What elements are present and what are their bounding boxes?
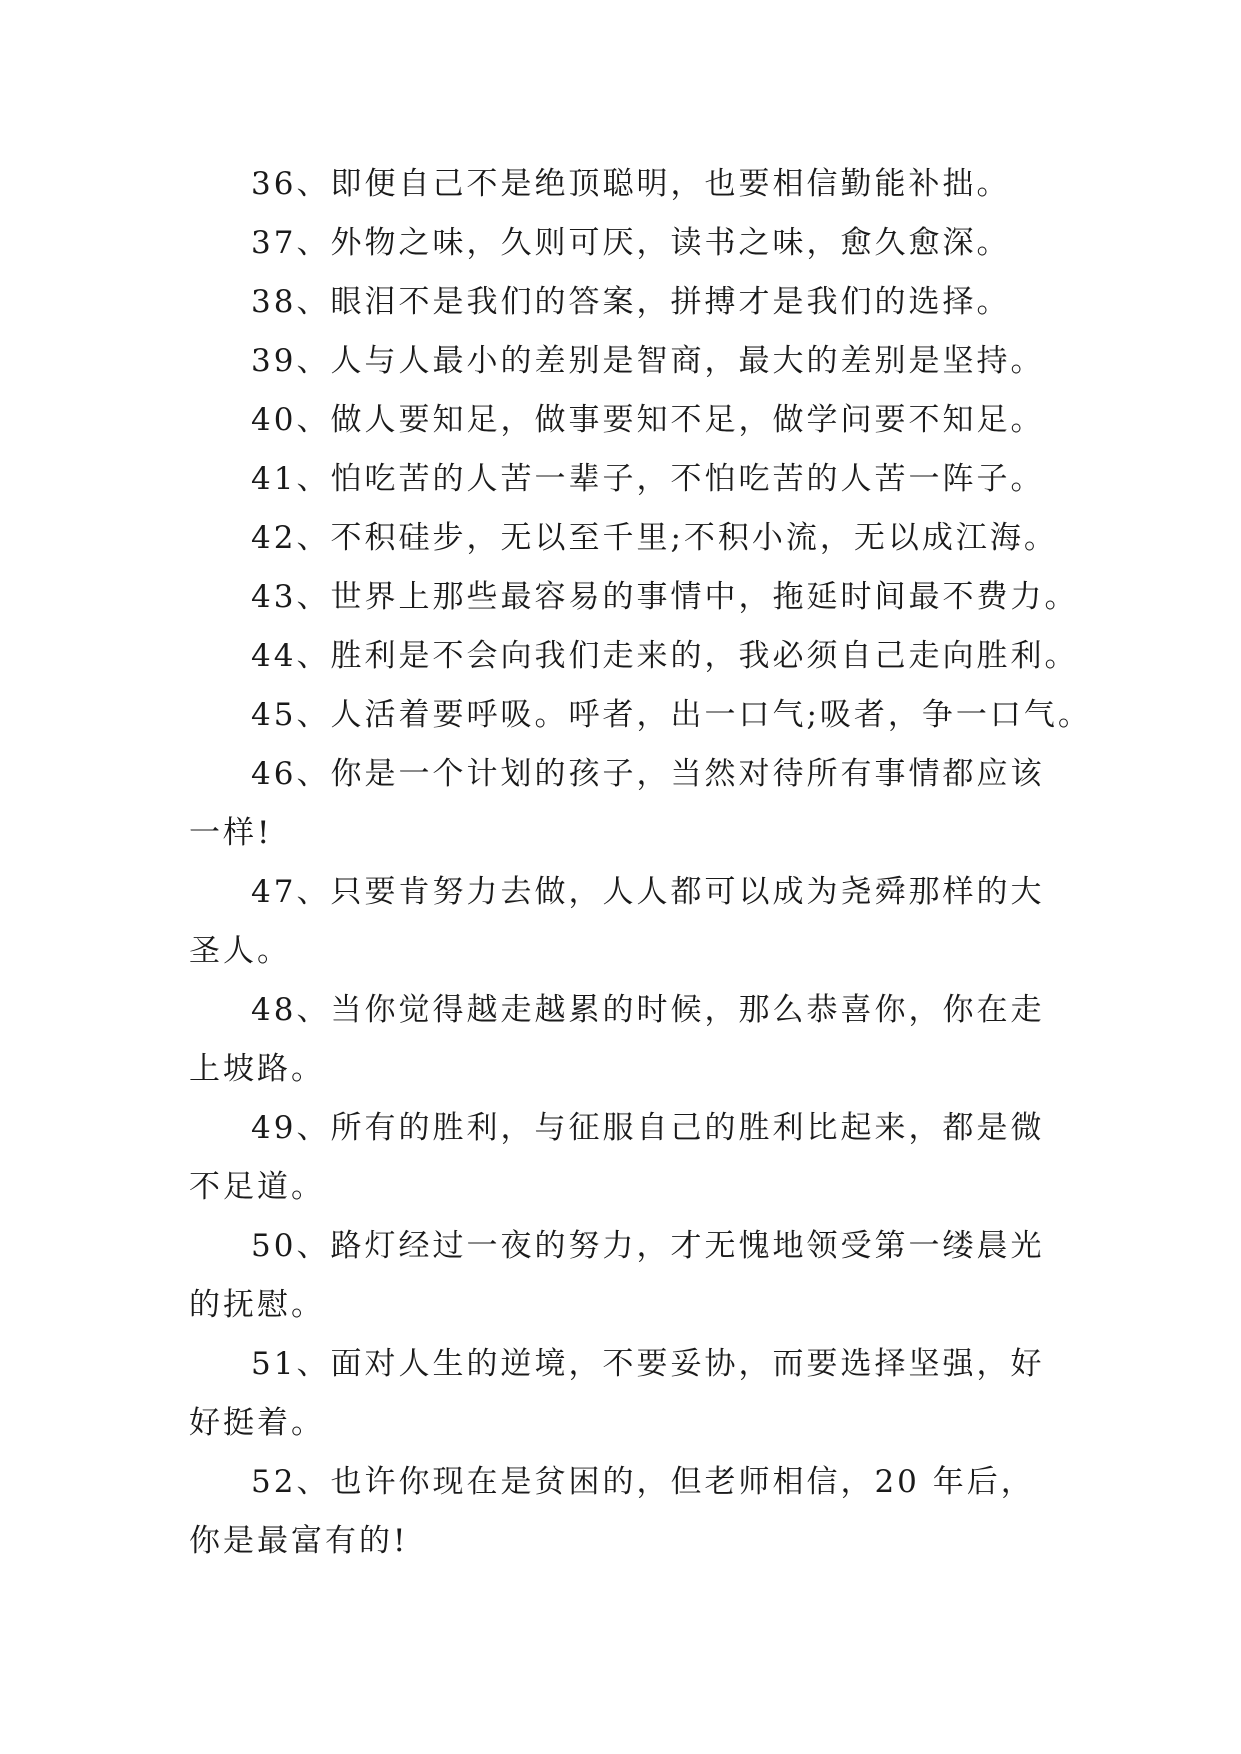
paragraph-46: 46、你是一个计划的孩子，当然对待所有事情都应该一样! [189,756,1045,851]
paragraph-45: 45、人活着要呼吸。呼者，出一口气;吸者，争一口气。 [251,697,1092,733]
paragraph-47: 47、只要肯努力去做，人人都可以成为尧舜那样的大圣人。 [189,874,1045,969]
paragraph-42: 42、不积硅步，无以至千里;不积小流，无以成江海。 [251,520,1058,556]
paragraph-43: 43、世界上那些最容易的事情中，拖延时间最不费力。 [251,579,1079,615]
paragraph-50: 50、路灯经过一夜的努力，才无愧地领受第一缕晨光的抚慰。 [189,1228,1045,1323]
paragraph-52: 52、也许你现在是贫困的，但老师相信，20 年后，你是最富有的! [189,1464,1035,1559]
document-body [189,155,1092,1571]
paragraph-48: 48、当你觉得越走越累的时候，那么恭喜你，你在走上坡路。 [189,992,1045,1087]
paragraph-51: 51、面对人生的逆境，不要妥协，而要选择坚强，好好挺着。 [189,1346,1045,1441]
paragraph-49: 49、所有的胜利，与征服自己的胜利比起来，都是微不足道。 [189,1110,1045,1205]
paragraph-44: 44、胜利是不会向我们走来的，我必须自己走向胜利。 [251,638,1079,674]
paragraph-37: 37、外物之味，久则可厌，读书之味，愈久愈深。 [251,225,1011,261]
paragraph-40: 40、做人要知足，做事要知不足，做学问要不知足。 [251,402,1045,438]
paragraph-38: 38、眼泪不是我们的答案，拼搏才是我们的选择。 [251,284,1011,320]
paragraph-36: 36、即便自己不是绝顶聪明，也要相信勤能补拙。 [251,166,1011,202]
paragraph-39: 39、人与人最小的差别是智商，最大的差别是坚持。 [251,343,1045,379]
paragraph-41: 41、怕吃苦的人苦一辈子，不怕吃苦的人苦一阵子。 [251,461,1045,497]
